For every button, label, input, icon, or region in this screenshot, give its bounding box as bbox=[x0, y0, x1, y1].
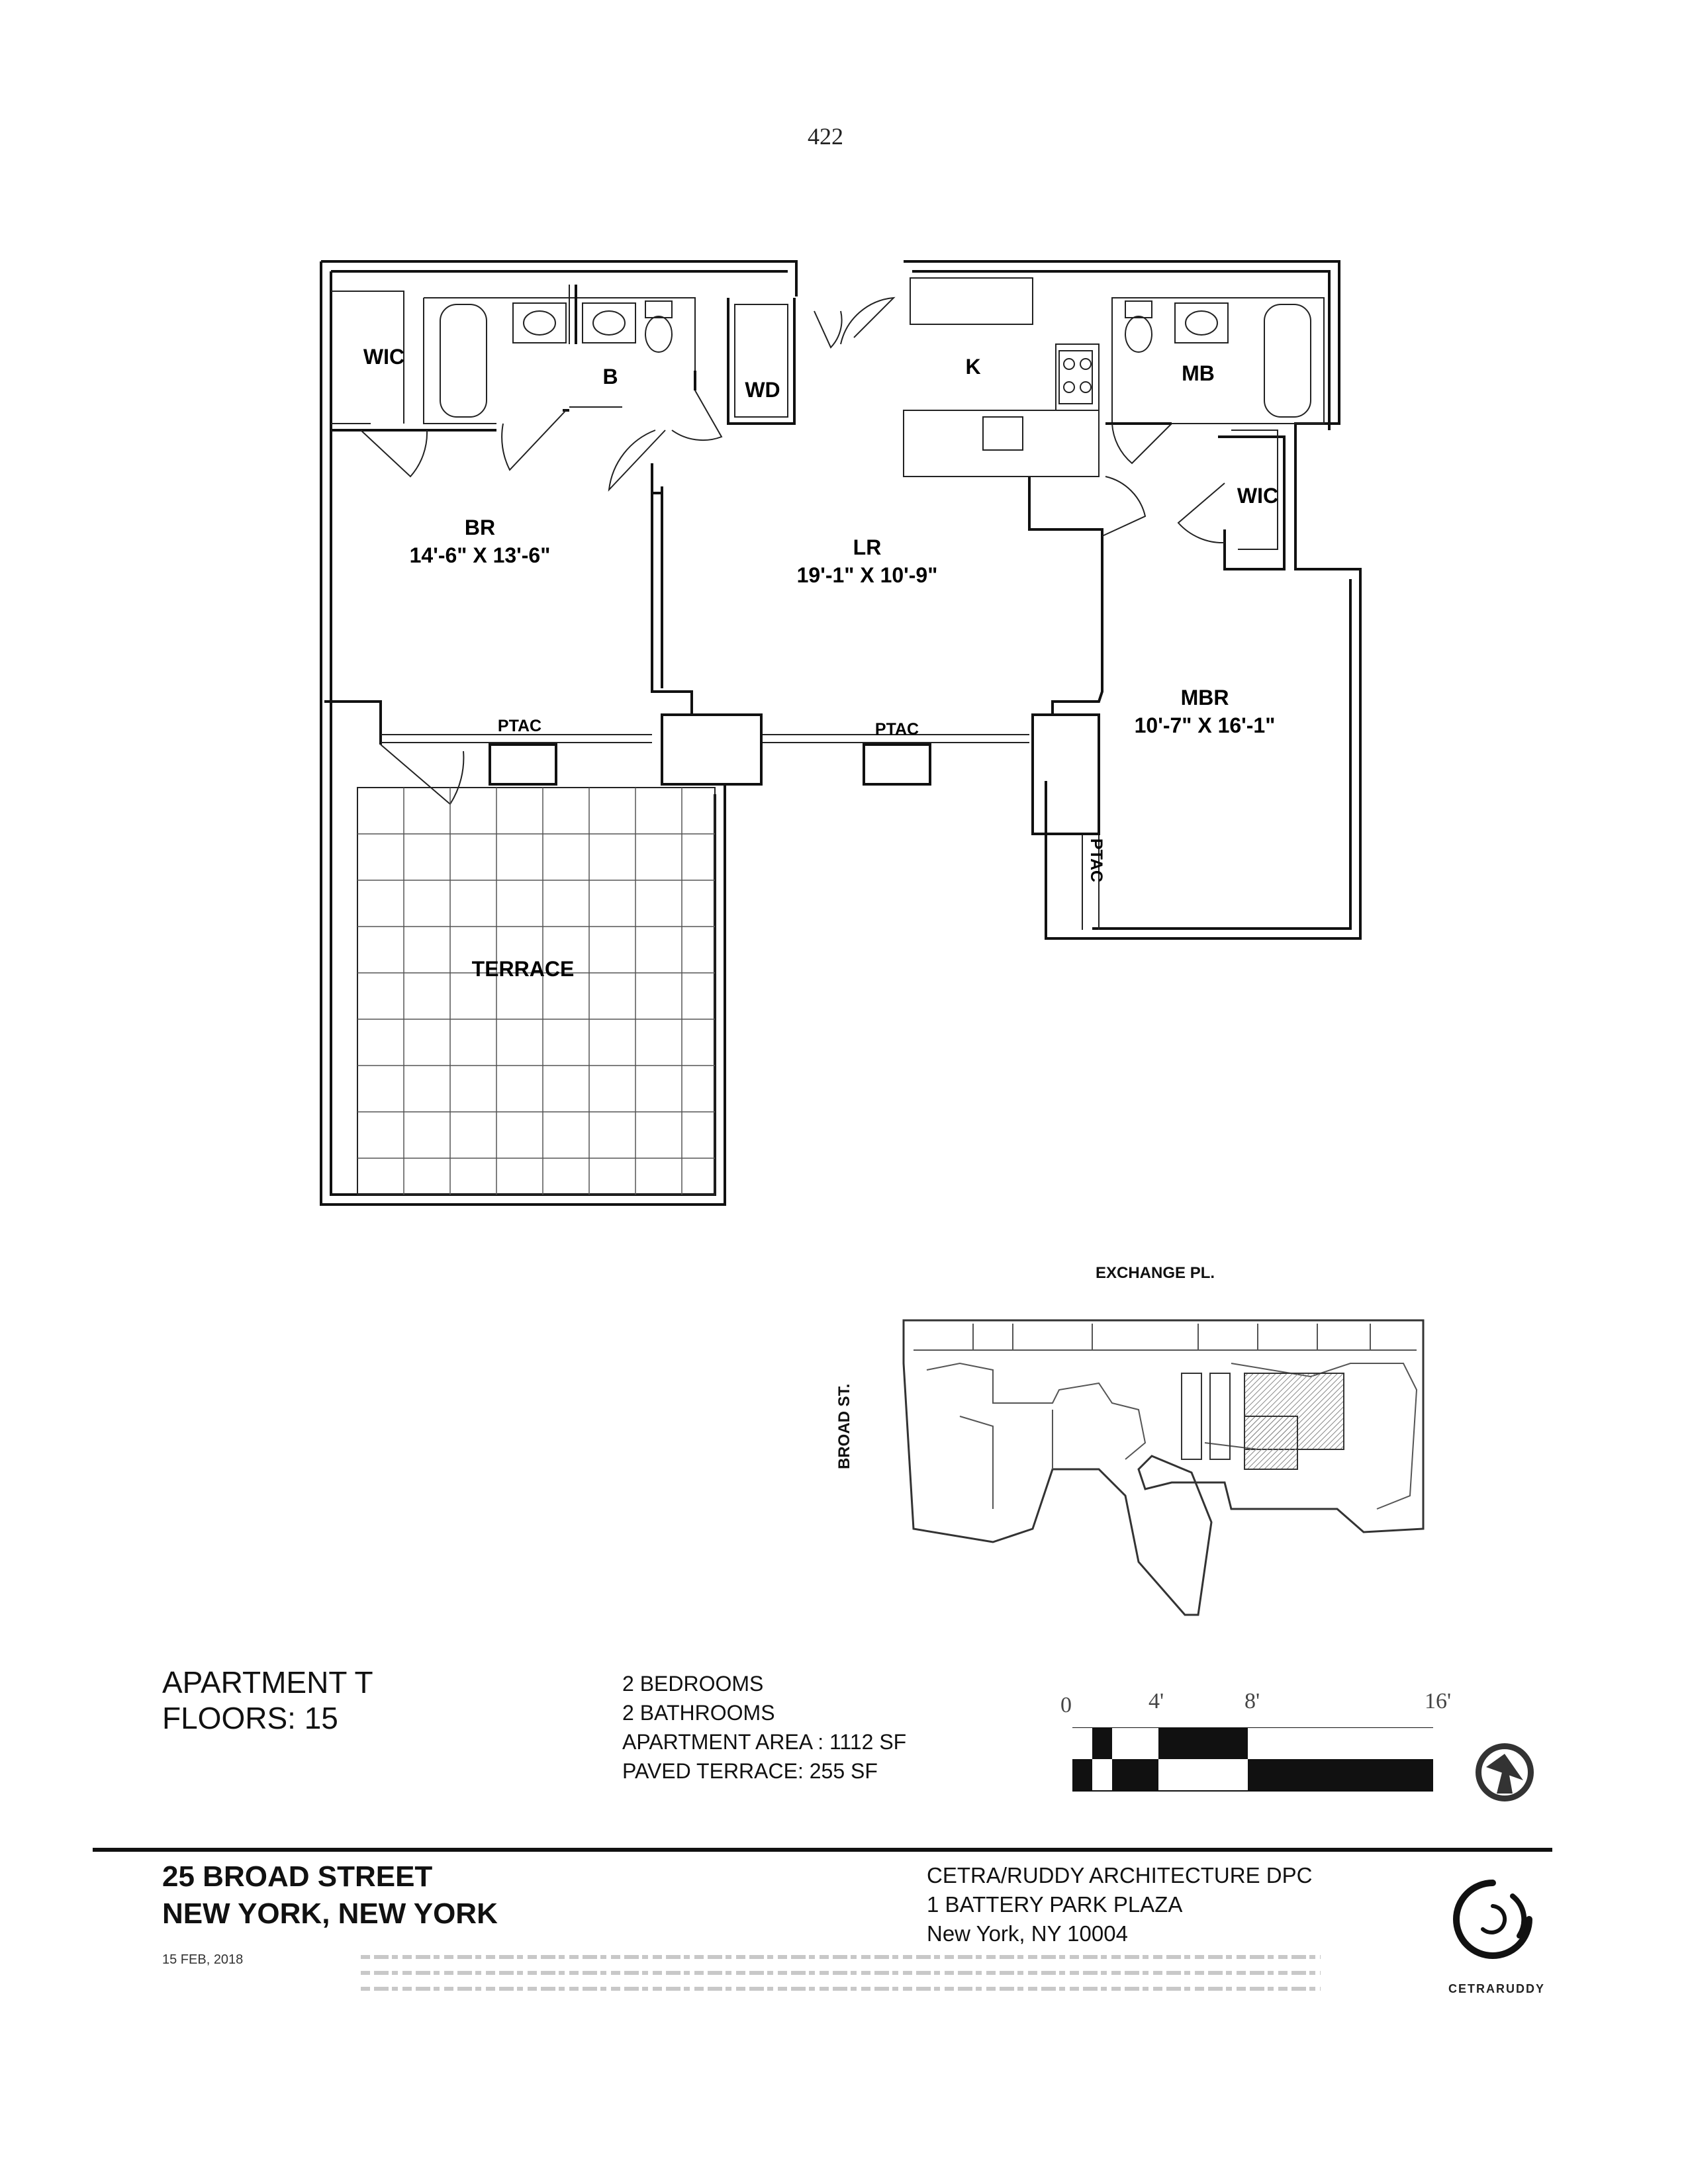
ptac-label: PTAC bbox=[1087, 838, 1105, 883]
cetraruddy-logo-icon bbox=[1446, 1873, 1539, 1966]
firm-info bbox=[927, 1861, 1312, 1948]
firm-city: New York, NY 10004 bbox=[927, 1921, 1128, 1946]
address-line: NEW YORK, NEW YORK bbox=[162, 1897, 498, 1930]
page-number: 422 bbox=[808, 123, 843, 150]
scale-tick-label: 0 bbox=[1060, 1693, 1072, 1717]
street-label-left: BROAD ST. bbox=[835, 1383, 853, 1469]
apartment-name: APARTMENT T bbox=[162, 1665, 373, 1700]
room-label-br: BR bbox=[464, 516, 496, 539]
room-dims-mbr: 10'-7" X 16'-1" bbox=[1134, 713, 1276, 737]
bedrooms-count: 2 BEDROOMS bbox=[622, 1672, 764, 1696]
fixtures bbox=[440, 285, 1311, 417]
address-line: 25 BROAD STREET bbox=[162, 1860, 433, 1893]
apartment-details bbox=[622, 1669, 906, 1786]
logo-caption: CETRARUDDY bbox=[1448, 1982, 1545, 1995]
room-label-wd: WD bbox=[745, 378, 780, 402]
disclaimer-fine-print bbox=[361, 1949, 1327, 2002]
footer-divider bbox=[93, 1848, 1552, 1852]
room-dims-br: 14'-6" X 13'-6" bbox=[409, 543, 551, 567]
scale-bar bbox=[1072, 1727, 1450, 1794]
scale-tick-label: 8' bbox=[1244, 1689, 1260, 1713]
interior-walls bbox=[324, 278, 1324, 930]
project-address bbox=[162, 1858, 498, 1933]
scale-tick-label: 16' bbox=[1425, 1689, 1452, 1713]
room-label-kitchen: K bbox=[965, 355, 981, 379]
ptac-label: PTAC bbox=[497, 717, 542, 735]
apartment-info bbox=[162, 1664, 373, 1736]
ptac-label: PTAC bbox=[874, 720, 919, 739]
terrace-grid bbox=[357, 788, 715, 1195]
key-plan bbox=[900, 1310, 1430, 1621]
terrace-area: PAVED TERRACE: 255 SF bbox=[622, 1759, 878, 1783]
room-label-bath: B bbox=[602, 365, 618, 388]
bathrooms-count: 2 BATHROOMS bbox=[622, 1701, 775, 1725]
room-dims-lr: 19'-1" X 10'-9" bbox=[796, 563, 938, 587]
firm-address: 1 BATTERY PARK PLAZA bbox=[927, 1892, 1183, 1917]
scale-tick-label: 4' bbox=[1149, 1689, 1164, 1713]
plan-date: 15 FEB, 2018 bbox=[162, 1952, 244, 1967]
room-label-wic-left: WIC bbox=[363, 345, 405, 369]
apartment-area: APARTMENT AREA : 1112 SF bbox=[622, 1730, 907, 1754]
room-label-wic-right: WIC bbox=[1237, 484, 1279, 508]
firm-name: CETRA/RUDDY ARCHITECTURE DPC bbox=[927, 1863, 1313, 1888]
room-label-mbr: MBR bbox=[1180, 686, 1229, 709]
room-label-master-bath: MB bbox=[1182, 361, 1215, 385]
street-label-top: EXCHANGE PL. bbox=[1096, 1264, 1215, 1282]
room-label-terrace: TERRACE bbox=[471, 957, 575, 981]
room-label-lr: LR bbox=[853, 535, 882, 559]
apartment-floors: FLOORS: 15 bbox=[162, 1701, 338, 1735]
north-arrow-icon bbox=[1473, 1741, 1539, 1807]
